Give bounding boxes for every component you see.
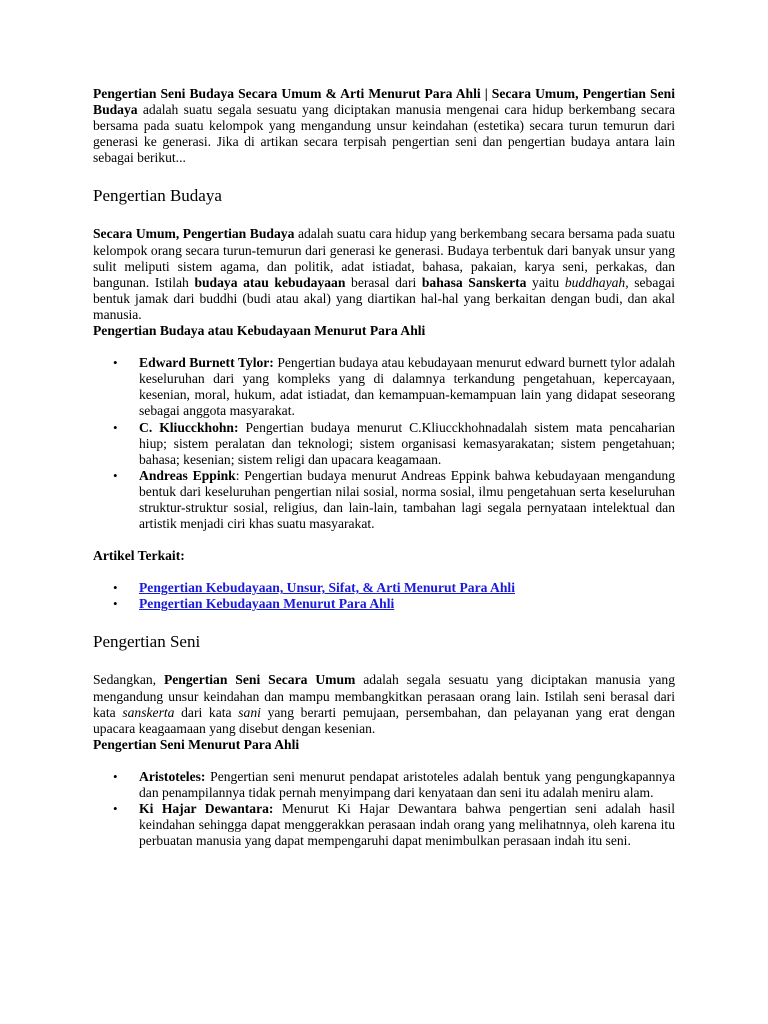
seni-subheading: [93, 737, 675, 753]
related-link-1[interactable]: Pengertian Kebudayaan, Unsur, Sifat, & Arti Menurut Para Ahli: [139, 580, 515, 596]
intro-paragraph: [93, 86, 675, 166]
expert-text: Pengertian seni menurut pendapat aristoteles adalah bentuk yang pengungkapannya dan penampilannya tidak pernah menyimpang dari kenyataan dan seni itu adalah meniru alam.: [139, 768, 675, 800]
intro-lead: Secara Umum, Pengertian Seni Budaya: [93, 86, 675, 118]
budaya-paragraph: [93, 226, 675, 323]
related-link-2[interactable]: Pengertian Kebudayaan Menurut Para Ahli: [139, 596, 395, 612]
budaya-text-1: adalah suatu cara hidup yang berkembang secara bersama pada suatu kelompok orang secara turun-temurun dari generasi ke generasi. Budaya terbentuk dari banyak unsur yang sulit meliputi sistem agama, dan politik, adat istiadat, bahasa, pakaian, karya seni, perkakas, dan bangunan. Istilah: [93, 226, 675, 290]
budaya-text-4: sebagai bentuk jamak dari buddhi (budi atau akal) yang diartikan hal-hal yang berkaitan dengan budi, dan akal manusia.: [93, 274, 675, 322]
seni-italic-1: sanskerta: [122, 704, 175, 720]
seni-lead: Pengertian Seni Secara Umum: [163, 672, 356, 688]
expert-name: Aristoteles:: [139, 768, 206, 784]
list-item: [93, 580, 675, 596]
seni-experts-list: [93, 769, 675, 849]
related-heading-text: Artikel Terkait:: [93, 548, 185, 564]
expert-name: C. Kliucckhohn:: [139, 419, 239, 435]
list-item: [93, 769, 675, 801]
seni-text-0: Sedangkan,: [93, 672, 164, 688]
list-item: [93, 355, 675, 419]
document-body: [93, 86, 675, 849]
intro-title: Pengertian Seni Budaya Secara Umum & Arti Menurut Para Ahli: [93, 86, 481, 101]
expert-name: Andreas Eppink: [139, 467, 236, 483]
budaya-subheading-text: Pengertian Budaya atau Kebudayaan Menurut Para Ahli: [93, 323, 426, 339]
intro-text: adalah suatu segala sesuatu yang diciptakan manusia mengenai cara hidup berkembang secara bersama pada suatu kelompok yang mengandung unsur keindahan (estetika) secara turun temurun dari generasi ke generasi. Jika di artikan secara terpisah pengertian seni dan pengertian budaya antara lain sebagai berikut...: [93, 102, 675, 166]
related-links-list: [93, 580, 675, 612]
expert-text: : Pengertian budaya menurut Andreas Eppink bahwa kebudayaan mengandung bentuk dari keseluruhan pengertian nilai sosial, norma sosial, ilmu pengetahuan serta keseluruhan struktur-struktur sosial, religius, dan lain-lain, tambahan lagi segala pernyataan intelektual dan artistik menjadi ciri khas suatu masyarakat.: [139, 467, 675, 532]
seni-text-2: dari kata: [174, 704, 239, 720]
intro-separator: |: [480, 86, 492, 101]
seni-italic-2: sani: [238, 704, 261, 720]
list-item: [93, 468, 675, 532]
seni-subheading-text: Pengertian Seni Menurut Para Ahli: [93, 736, 300, 752]
expert-text: Pengertian budaya atau kebudayaan menurut edward burnett tylor adalah keseluruhan dari yang kompleks yang di dalamnya terkandung pengetahuan, kepercayaan, kesenian, moral, hukum, adat istiadat, dan kemampuan-kemampuan lain yang didapat seseorang sebagai anggota masyarakat.: [139, 355, 675, 419]
expert-text: Menurut Ki Hajar Dewantara bahwa pengertian seni adalah hasil keindahan sehingga dapat menggerakkan perasaan indah orang yang melihatnnya, oleh karena itu perbuatan manusia yang dapat mempengaruhi dapat menimbulkan perasaan indah itu seni.: [139, 801, 675, 849]
budaya-text-2: berasal dari: [345, 274, 422, 290]
expert-text: Pengertian budaya menurut C.Kliucckhohnadalah sistem mata pencaharian hiup; sistem peralatan dan teknologi; sistem organisasi kemasyarakatan; sistem pengetahuan; bahasa; kesenian; sistem religi dan upacara keagamaan.: [139, 419, 675, 467]
budaya-term: budaya atau kebudayaan: [194, 274, 346, 290]
budaya-subheading: [93, 323, 675, 339]
budaya-language: bahasa Sanskerta: [421, 274, 527, 290]
list-item: [93, 596, 675, 612]
heading-pengertian-seni: Pengertian Seni: [93, 632, 201, 652]
budaya-text-3: yaitu: [526, 274, 565, 290]
related-heading: [93, 548, 675, 564]
seni-text-1: adalah segala sesuatu yang diciptakan manusia yang mengandung unsur keindahan dan mampu membangkitkan perasaan orang lain. Istilah seni berasal dari kata: [93, 672, 675, 720]
heading-pengertian-budaya: Pengertian Budaya: [93, 186, 222, 206]
budaya-lead: Secara Umum, Pengertian Budaya: [93, 226, 295, 242]
budaya-experts-list: [93, 355, 675, 532]
budaya-italic-term: buddhayah,: [564, 274, 629, 290]
list-item: [93, 801, 675, 849]
seni-text-3: yang berarti pemujaan, persembahan, dan pelayanan yang erat dengan upacara keagaamaan yang disebut dengan kesenian.: [93, 704, 675, 736]
expert-name: Edward Burnett Tylor:: [139, 355, 274, 371]
seni-paragraph: [93, 672, 675, 736]
expert-name: Ki Hajar Dewantara:: [139, 801, 274, 817]
list-item: [93, 420, 675, 468]
